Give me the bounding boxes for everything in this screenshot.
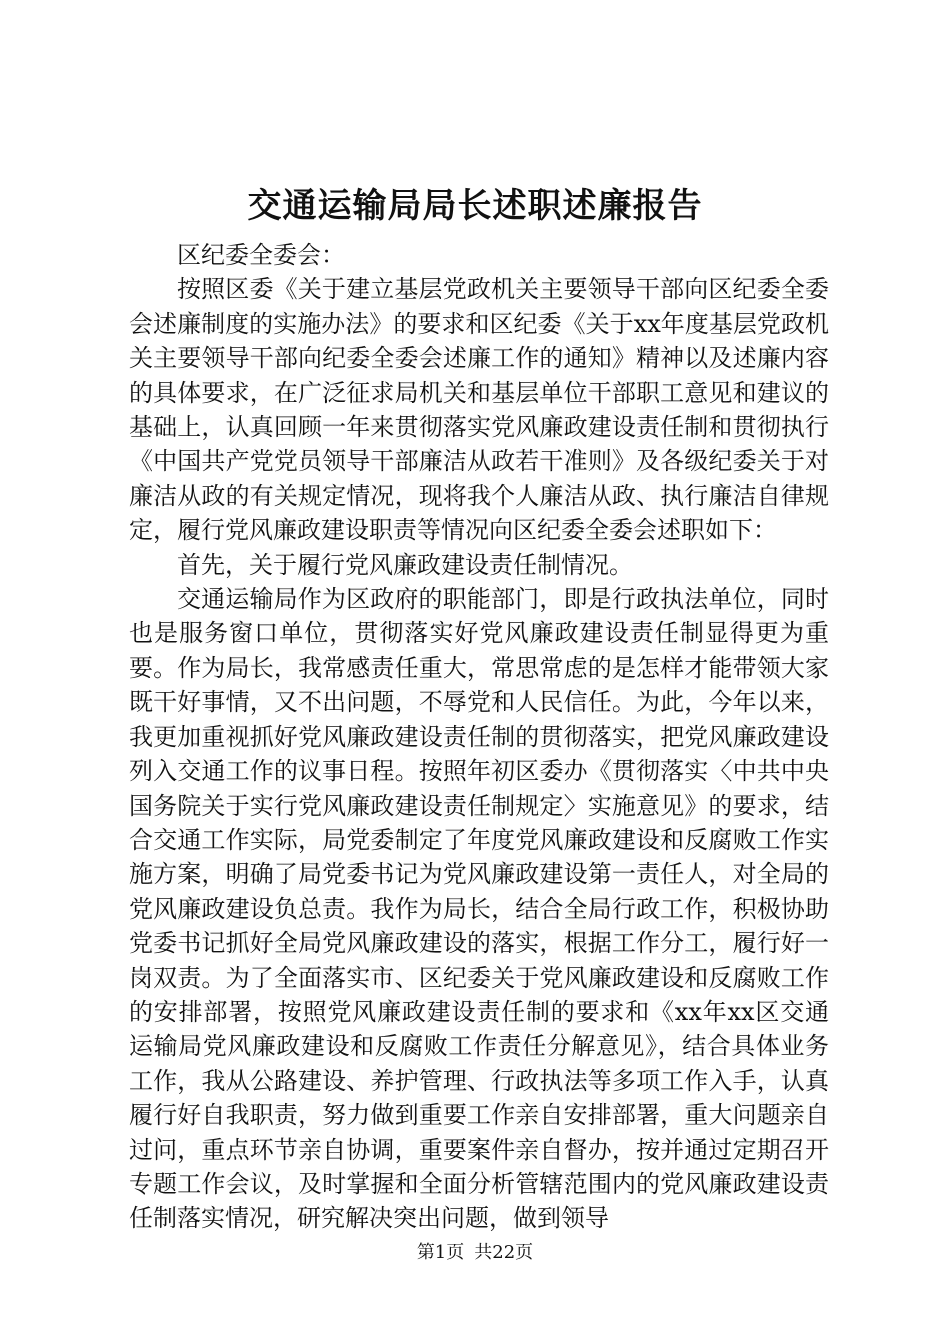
- intro-paragraph: 按照区委《关于建立基层党政机关主要领导干部向区纪委全委会述廉制度的实施办法》的要求和区纪委《关于xx年度基层党政机关主要领导干部向纪委全委会述廉工作的通知》精神以及述廉内容的具体要求，在广泛征求局机关和基层单位干部职工意见和建议的基础上，认真回顾一年来贯彻落实党风廉政建设责任制和贯彻执行《中国共产党党员领导干部廉洁从政若干准则》及各级纪委关于对廉洁从政的有关规定情况，现将我个人廉洁从政、执行廉洁自律规定，履行党风廉政建设职责等情况向区纪委全委会述职如下：: [129, 275, 829, 545]
- salutation-paragraph: 区纪委全委会：: [177, 241, 345, 269]
- page-title: 交通运输局局长述职述廉报告: [247, 186, 703, 226]
- page-total: 共22页: [474, 1242, 534, 1263]
- page-number: 第1页: [416, 1242, 465, 1263]
- page-footer: [0, 1240, 950, 1266]
- body-paragraph: 交通运输局作为区政府的职能部门，即是行政执法单位，同时也是服务窗口单位，贯彻落实好党风廉政建设责任制显得更为重要。作为局长，我常感责任重大，常思常虑的是怎样才能带领大家既干好事情，又不出问题，不辱党和人民信任。为此，今年以来，我更加重视抓好党风廉政建设责任制的贯彻落实，把党风廉政建设列入交通工作的议事日程。按照年初区委办《贯彻落实〈中共中央国务院关于实行党风廉政建设责任制规定〉实施意见》的要求，结合交通工作实际，局党委制定了年度党风廉政建设和反腐败工作实施方案，明确了局党委书记为党风廉政建设第一责任人，对全局的党风廉政建设负总责。我作为局长，结合全局行政工作，积极协助党委书记抓好全局党风廉政建设的落实，根据工作分工，履行好一岗双责。为了全面落实市、区纪委关于党风廉政建设和反腐败工作的安排部署，按照党风廉政建设责任制的要求和《xx年xx区交通运输局党风廉政建设和反腐败工作责任分解意见》，结合具体业务工作，我从公路建设、养护管理、行政执法等多项工作入手，认真履行好自我职责，努力做到重要工作亲自安排部署，重大问题亲自过问，重点环节亲自协调，重要案件亲自督办，按并通过定期召开专题工作会议，及时掌握和全面分析管辖范围内的党风廉政建设责任制落实情况，研究解决突出问题，做到领导: [129, 585, 829, 1233]
- document-body: [129, 238, 829, 1236]
- section-heading-paragraph: 首先，关于履行党风廉政建设责任制情况。: [177, 550, 633, 579]
